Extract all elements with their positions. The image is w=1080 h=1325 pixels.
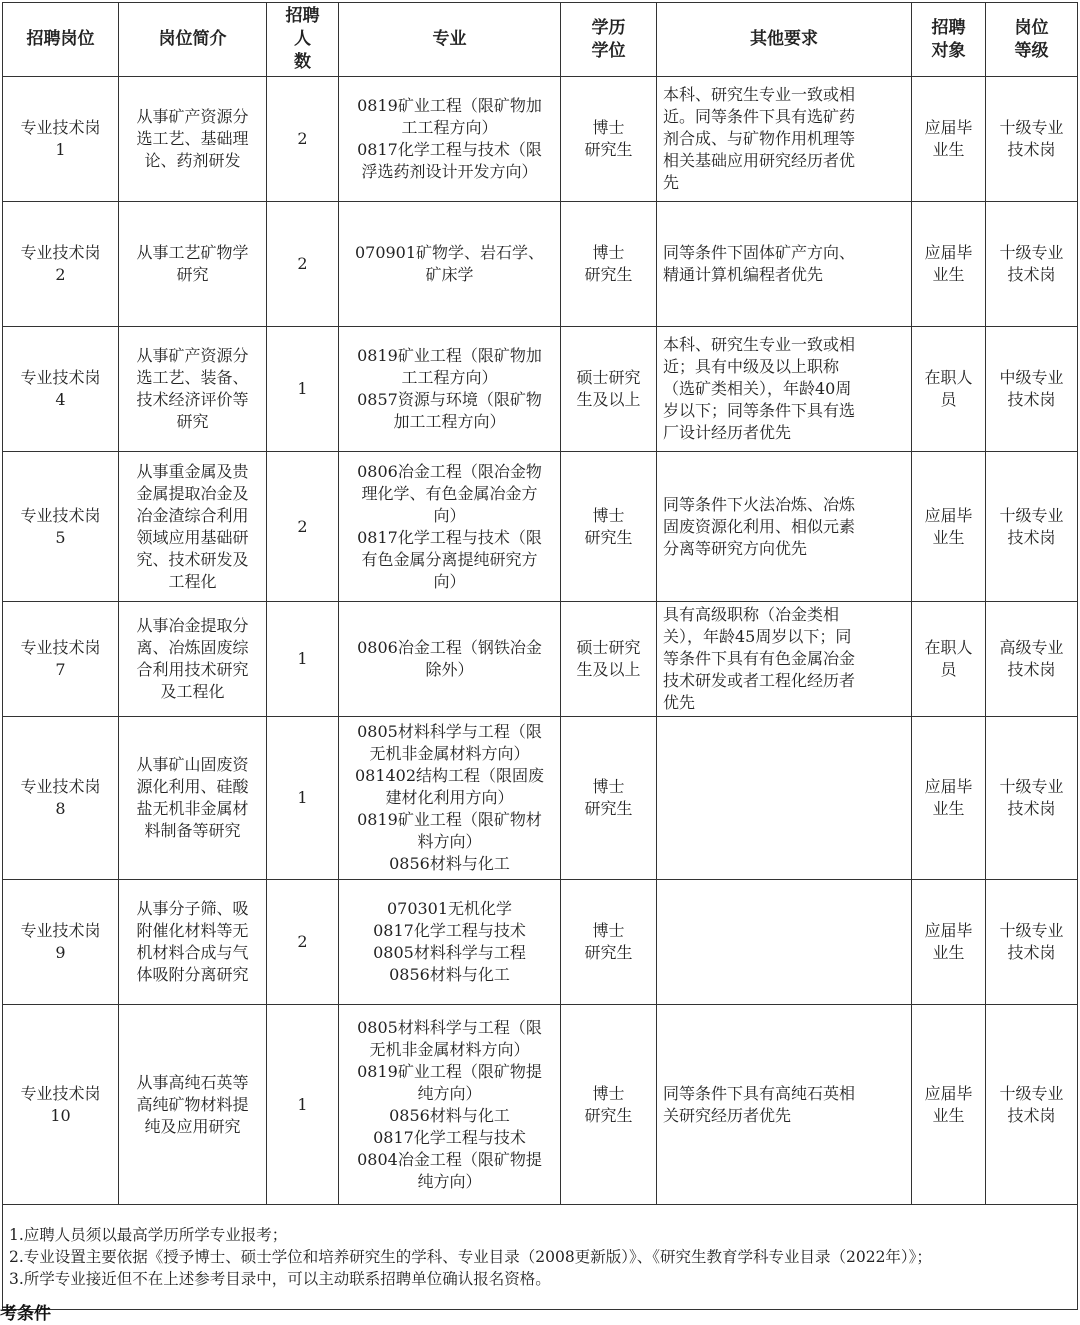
recruitment-table	[2, 2, 1078, 1310]
level-cell: 中级专业 技术岗	[986, 327, 1078, 452]
major-line: 理化学、有色金属冶金方	[361, 483, 538, 503]
count-cell: 2	[267, 202, 339, 327]
intro-cell: 从事冶金提取分 离、冶炼固废综 合利用技术研究 及工程化	[119, 602, 267, 717]
notes-row	[3, 1205, 1078, 1310]
target-cell: 应届毕 业生	[912, 202, 986, 327]
position-cell: 专业技术岗 7	[3, 602, 119, 717]
level-cell: 十级专业 技术岗	[986, 717, 1078, 880]
major-line: 070301无机化学	[386, 899, 513, 918]
table-row	[3, 202, 1078, 327]
position-cell: 专业技术岗 5	[3, 452, 119, 602]
major-line: 向）	[433, 571, 466, 591]
major-cell	[339, 880, 561, 1005]
major-line: 0805材料科学与工程（限	[357, 1017, 542, 1037]
major-line: 0857资源与环境（限矿物	[357, 390, 542, 409]
degree-cell: 博士 研究生	[561, 77, 657, 202]
count-cell: 1	[267, 327, 339, 452]
major-cell	[339, 327, 561, 452]
intro-cell: 从事矿产资源分 选工艺、装备、 技术经济评价等 研究	[119, 327, 267, 452]
requirements-cell: 同等条件下固体矿产方向、 精通计算机编程者优先	[657, 202, 912, 327]
major-line: 0817化学工程与技术（限	[357, 527, 542, 547]
header-degree: 学历 学位	[561, 3, 657, 77]
major-line: 081402结构工程（限固废	[354, 766, 545, 785]
major-line: 除外）	[425, 660, 474, 679]
intro-cell: 从事分子筛、吸 附催化材料等无 机材料合成与气 体吸附分离研究	[119, 880, 267, 1005]
count-cell: 1	[267, 602, 339, 717]
major-line: 0806冶金工程（限冶金物	[357, 461, 542, 481]
header-major: 专业	[339, 3, 561, 77]
degree-cell: 博士 研究生	[561, 202, 657, 327]
position-cell: 专业技术岗 10	[3, 1005, 119, 1205]
degree-cell: 博士 研究生	[561, 880, 657, 1005]
degree-cell: 博士 研究生	[561, 717, 657, 880]
major-line: 工工程方向）	[401, 118, 498, 137]
major-line: 加工工程方向）	[393, 412, 506, 431]
major-line: 0856材料与化工	[389, 854, 510, 873]
table-row	[3, 880, 1078, 1005]
level-cell: 十级专业 技术岗	[986, 880, 1078, 1005]
target-cell: 应届毕 业生	[912, 717, 986, 880]
degree-cell: 硕士研究 生及以上	[561, 327, 657, 452]
major-cell	[339, 202, 561, 327]
table-row	[3, 452, 1078, 602]
major-line: 纯方向）	[417, 1171, 482, 1191]
degree-cell: 博士 研究生	[561, 452, 657, 602]
major-line: 0805材料科学与工程	[373, 943, 526, 962]
level-cell: 高级专业 技术岗	[986, 602, 1078, 717]
major-line: 工工程方向）	[401, 368, 498, 387]
major-line: 有色金属分离提纯研究方	[361, 549, 538, 569]
position-cell: 专业技术岗 4	[3, 327, 119, 452]
major-line: 0817化学工程与技术	[373, 1127, 526, 1147]
major-line: 无机非金属材料方向）	[369, 1039, 530, 1059]
count-cell: 2	[267, 77, 339, 202]
table-row	[3, 1005, 1078, 1205]
note-line: 1.应聘人员须以最高学历所学专业报考；	[9, 1226, 288, 1244]
note-line: 2.专业设置主要依据《授予博士、硕士学位和培养研究生的学科、专业目录（2008更新版）》、《研究生教育学科专业目录（2022年）》；	[9, 1248, 932, 1266]
table-row	[3, 602, 1078, 717]
requirements-cell: 同等条件下火法冶炼、冶炼 固废资源化利用、相似元素 分离等研究方向优先	[657, 452, 912, 602]
major-line: 0819矿业工程（限矿物加	[357, 96, 542, 115]
requirements-cell: 具有高级职称（冶金类相 关），年龄45周岁以下；同 等条件下具有有色金属冶金 技术研发或者工程化经历者 优先	[657, 602, 912, 717]
major-cell	[339, 602, 561, 717]
table-row	[3, 77, 1078, 202]
intro-cell: 从事矿山固废资 源化利用、硅酸 盐无机非金属材 料制备等研究	[119, 717, 267, 880]
major-line: 料方向）	[417, 832, 482, 851]
major-line: 070901矿物学、岩石学、	[354, 243, 545, 262]
level-cell: 十级专业 技术岗	[986, 202, 1078, 327]
header-level: 岗位 等级	[986, 3, 1078, 77]
requirements-cell: 本科、研究生专业一致或相 近。同等条件下具有选矿药 剂合成、与矿物作用机理等 相关基础应用研究经历者优 先	[657, 77, 912, 202]
target-cell: 应届毕 业生	[912, 1005, 986, 1205]
major-line: 0819矿业工程（限矿物提	[357, 1061, 542, 1081]
requirements-cell	[657, 880, 912, 1005]
major-cell	[339, 77, 561, 202]
notes-cell	[3, 1205, 1078, 1310]
major-line: 0819矿业工程（限矿物加	[357, 346, 542, 365]
major-cell	[339, 452, 561, 602]
intro-cell: 从事高纯石英等 高纯矿物材料提 纯及应用研究	[119, 1005, 267, 1205]
count-cell: 2	[267, 880, 339, 1005]
major-line: 0856材料与化工	[389, 1105, 510, 1125]
major-cell	[339, 1005, 561, 1205]
note-line: 3.所学专业接近但不在上述参考目录中，可以主动联系招聘单位确认报名资格。	[9, 1270, 551, 1288]
level-cell: 十级专业 技术岗	[986, 452, 1078, 602]
table-row	[3, 327, 1078, 452]
major-line: 纯方向）	[417, 1083, 482, 1103]
intro-cell: 从事矿产资源分 选工艺、基础理 论、药剂研发	[119, 77, 267, 202]
header-position: 招聘岗位	[3, 3, 119, 77]
major-line: 0804冶金工程（限矿物提	[357, 1149, 542, 1169]
intro-cell: 从事重金属及贵 金属提取冶金及 冶金渣综合利用 领域应用基础研 究、技术研发及 工程化	[119, 452, 267, 602]
major-line: 0806冶金工程（钢铁冶金	[357, 638, 542, 657]
major-line: 向）	[433, 505, 466, 525]
header-target: 招聘 对象	[912, 3, 986, 77]
target-cell: 应届毕 业生	[912, 77, 986, 202]
target-cell: 应届毕 业生	[912, 452, 986, 602]
target-cell: 在职人 员	[912, 602, 986, 717]
cutoff-heading: 考条件	[0, 1304, 51, 1324]
requirements-cell: 同等条件下具有高纯石英相 关研究经历者优先	[657, 1005, 912, 1205]
degree-cell: 硕士研究 生及以上	[561, 602, 657, 717]
major-line: 0856材料与化工	[389, 965, 510, 984]
count-cell: 2	[267, 452, 339, 602]
count-cell: 1	[267, 717, 339, 880]
major-line: 0805材料科学与工程（限	[357, 722, 542, 741]
target-cell: 应届毕 业生	[912, 880, 986, 1005]
position-cell: 专业技术岗 9	[3, 880, 119, 1005]
requirements-cell	[657, 717, 912, 880]
intro-cell: 从事工艺矿物学 研究	[119, 202, 267, 327]
header-row	[3, 3, 1078, 77]
major-line: 无机非金属材料方向）	[369, 744, 530, 763]
table-row	[3, 717, 1078, 880]
major-cell	[339, 717, 561, 880]
level-cell: 十级专业 技术岗	[986, 77, 1078, 202]
header-count: 招聘 人 数	[267, 3, 339, 77]
major-line: 浮选药剂设计开发方向）	[361, 162, 538, 181]
position-cell: 专业技术岗 2	[3, 202, 119, 327]
table-body	[3, 77, 1078, 1205]
major-line: 0817化学工程与技术（限	[357, 140, 542, 159]
target-cell: 在职人 员	[912, 327, 986, 452]
requirements-cell: 本科、研究生专业一致或相 近；具有中级及以上职称 （选矿类相关），年龄40周 岁以下；同等条件下具有选 厂设计经历者优先	[657, 327, 912, 452]
header-other: 其他要求	[657, 3, 912, 77]
major-line: 0819矿业工程（限矿物材	[357, 810, 542, 829]
major-line: 0817化学工程与技术	[373, 921, 526, 940]
degree-cell: 博士 研究生	[561, 1005, 657, 1205]
header-intro: 岗位简介	[119, 3, 267, 77]
position-cell: 专业技术岗 8	[3, 717, 119, 880]
position-cell: 专业技术岗 1	[3, 77, 119, 202]
major-line: 矿床学	[425, 265, 474, 284]
major-line: 建材化利用方向）	[385, 788, 514, 807]
count-cell: 1	[267, 1005, 339, 1205]
level-cell: 十级专业 技术岗	[986, 1005, 1078, 1205]
